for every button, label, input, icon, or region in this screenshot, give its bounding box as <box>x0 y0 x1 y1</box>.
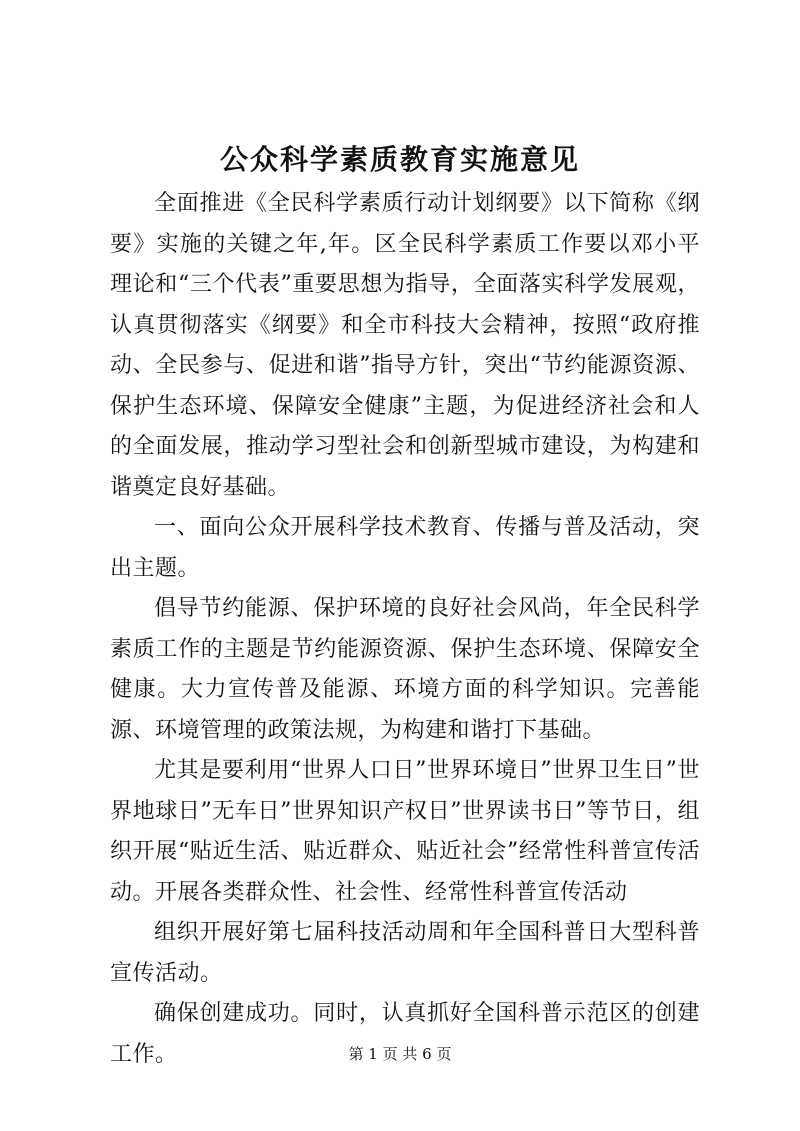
document-title: 公众科学素质教育实施意见 <box>219 143 580 176</box>
paragraph-section-heading: 一、面向公众开展科学技术教育、传播与普及活动，突出主题。 <box>110 515 700 581</box>
paragraph-theme: 倡导节约能源、保护环境的良好社会风尚，年全民科学素质工作的主题是节约能源资源、保护生态环境、保障安全健康。大力宣传普及能源、环境方面的科学知识。完善能源、环境管理的政策法规，为构建和谐打下基础。 <box>110 596 700 743</box>
paragraph-festivals: 尤其是要利用“世界人口日”世界环境日”世界卫生日”世界地球日”无车日”世界知识产权日”世界读书日”等节日，组织开展“贴近生活、贴近群众、贴近社会”经常性科普宣传活动。开展各类群众性、社会性、经常性科普宣传活动 <box>110 758 700 905</box>
page-number-footer: 第 1 页 共 6 页 <box>348 1045 452 1063</box>
paragraph-science-week: 组织开展好第七届科技活动周和年全国科普日大型科普宣传活动。 <box>110 920 700 986</box>
paragraph-intro: 全面推进《全民科学素质行动计划纲要》以下简称《纲要》实施的关键之年,年。区全民科学素质工作要以邓小平理论和“三个代表”重要思想为指导，全面落实科学发展观，认真贯彻落实《纲要》和全市科技大会精神，按照“政府推动、全民参与、促进和谐”指导方针，突出“节约能源资源、保护生态环境、保障安全健康”主题，为促进经济社会和人的全面发展，推动学习型社会和创新型城市建设，为构建和谐奠定良好基础。 <box>110 191 700 500</box>
paragraph-demonstration: 确保创建成功。同时，认真抓好全国科普示范区的创建工作。 <box>110 1001 700 1067</box>
document-body <box>110 184 700 1075</box>
